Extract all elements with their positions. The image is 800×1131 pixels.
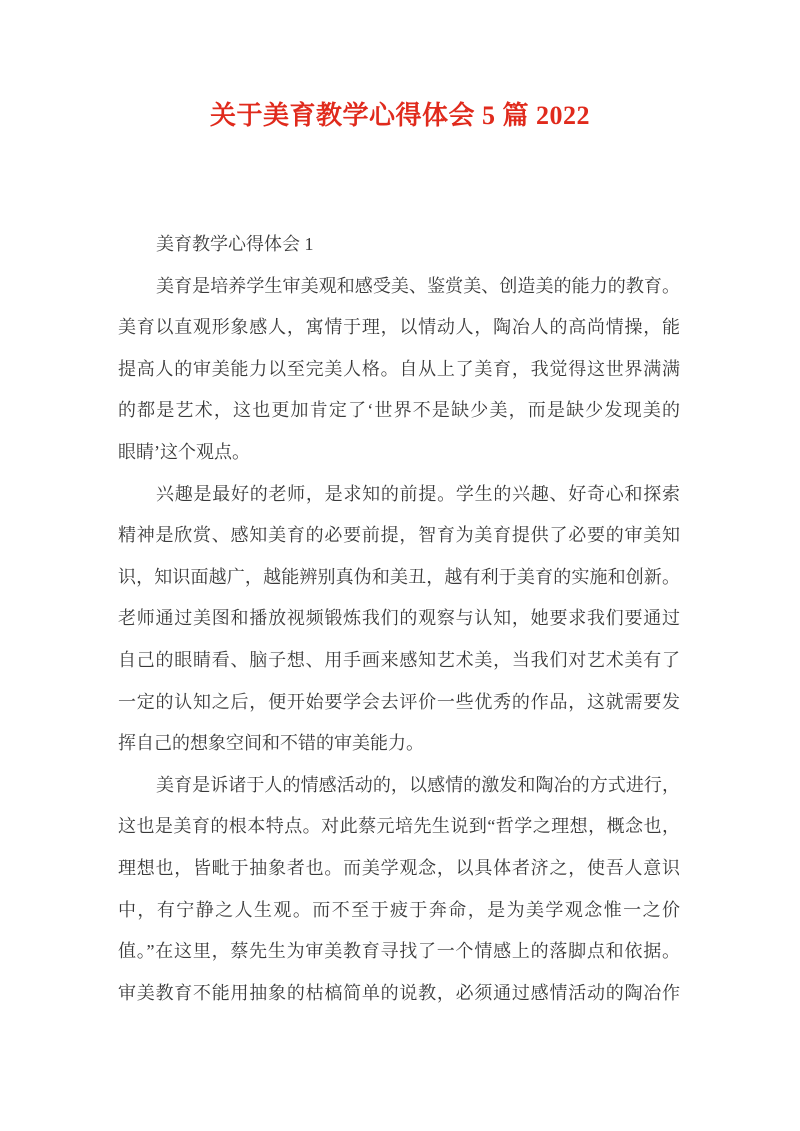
text-line: 精神是欣赏、感知美育的必要前提，智育为美育提供了必要的审美知: [118, 525, 680, 546]
text-line: 识，知识面越广，越能辨别真伪和美丑，越有利于美育的实施和创新。: [118, 566, 680, 587]
text-line: 美育是培养学生审美观和感受美、鉴赏美、创造美的能力的教育。: [156, 275, 680, 296]
text-line: 老师通过美图和播放视频锻炼我们的观察与认知，她要求我们要通过: [118, 608, 680, 629]
text-line: 这也是美育的根本特点。对此蔡元培先生说到“哲学之理想，概念也，: [118, 816, 680, 837]
document-title: 关于美育教学心得体会 5 篇 2022: [209, 101, 590, 130]
text-line: 中，有宁静之人生观。而不至于疲于奔命，是为美学观念惟一之价: [118, 899, 680, 920]
text-line: 自己的眼睛看、脑子想、用手画来感知艺术美，当我们对艺术美有了: [118, 649, 680, 670]
text-line: 一定的认知之后，便开始要学会去评价一些优秀的作品，这就需要发: [118, 691, 680, 712]
text-line: 值。”在这里，蔡先生为审美教育寻找了一个情感上的落脚点和依据。: [118, 941, 680, 962]
text-line: 眼睛’这个观点。: [118, 441, 250, 462]
document-body: [118, 224, 680, 1014]
text-line: 提高人的审美能力以至完美人格。自从上了美育，我觉得这世界满满: [118, 358, 680, 379]
text-line: 挥自己的想象空间和不错的审美能力。: [118, 733, 424, 754]
section-heading: 美育教学心得体会 1: [156, 234, 314, 254]
text-line: 理想也，皆毗于抽象者也。而美学观念，以具体者济之，使吾人意识: [118, 857, 680, 878]
text-line: 审美教育不能用抽象的枯槁简单的说教，必须通过感情活动的陶冶作: [118, 982, 680, 1003]
text-line: 美育以直观形象感人，寓情于理，以情动人，陶冶人的高尚情操，能: [118, 317, 680, 338]
text-line: 兴趣是最好的老师，是求知的前提。学生的兴趣、好奇心和探索: [156, 483, 680, 504]
text-line: 的都是艺术，这也更加肯定了‘世界不是缺少美，而是缺少发现美的: [118, 400, 680, 421]
text-line: 美育是诉诸于人的情感活动的，以感情的激发和陶冶的方式进行，: [156, 774, 680, 795]
